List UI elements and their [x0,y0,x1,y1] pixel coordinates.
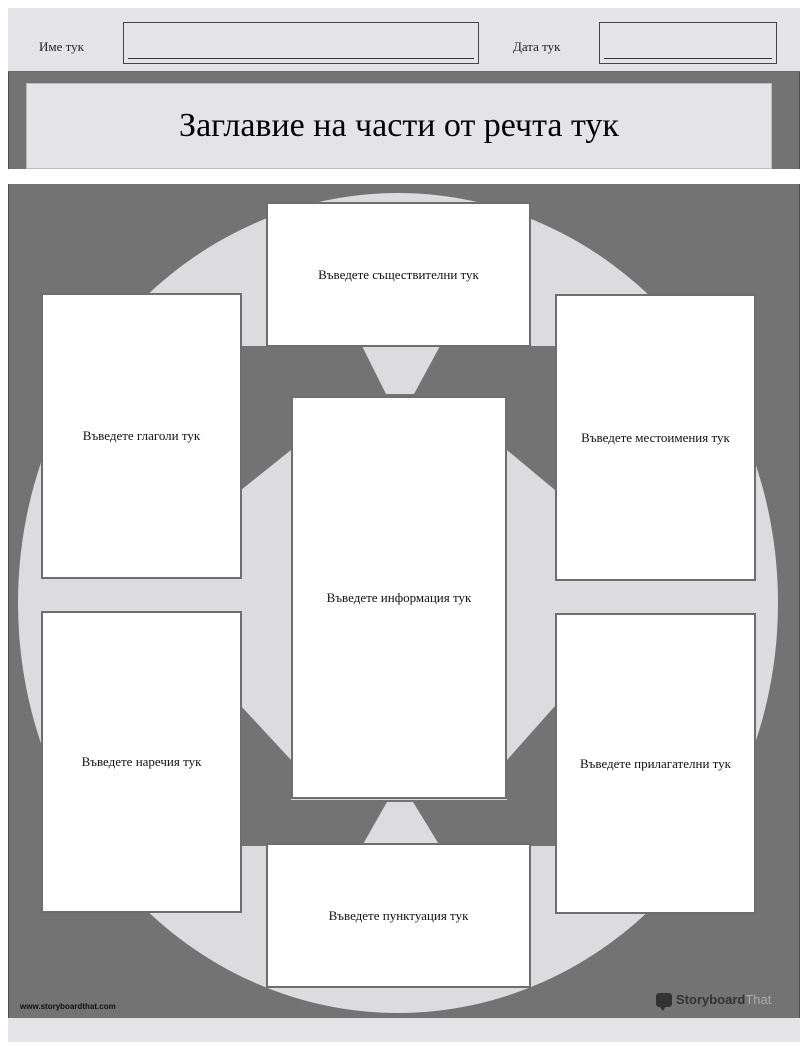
punctuation-box[interactable] [266,843,531,988]
adverbs-box[interactable] [41,611,242,913]
date-label: Дата тук [513,39,561,54]
website-watermark: www.storyboardthat.com [20,1002,116,1011]
logo-text-suffix: That [745,992,772,1007]
punctuation-label: Въведете пунктуация тук [328,907,469,923]
info-label: Въведете информация тук [326,589,472,605]
pronouns-label: Въведете местоимения тук [581,429,730,445]
info-box[interactable] [291,396,507,799]
pronouns-box[interactable] [555,294,756,581]
nouns-label: Въведете съществителни тук [318,266,479,282]
nouns-box[interactable] [266,202,531,347]
page-title[interactable]: Заглавие на части от речта тук [26,83,772,169]
verbs-label: Въведете глаголи тук [82,428,201,443]
footer-bar [8,1018,800,1042]
logo-text-main: Storyboard [676,992,746,1007]
speech-bubble-icon [656,993,672,1007]
verbs-box[interactable] [41,293,242,579]
adjectives-label: Въведете прилагателни тук [579,755,731,771]
storyboardthat-logo [656,992,771,1007]
adjectives-box[interactable] [555,613,756,914]
name-label: Име тук [39,39,84,54]
adverbs-label: Въведете наречия тук [81,754,202,769]
